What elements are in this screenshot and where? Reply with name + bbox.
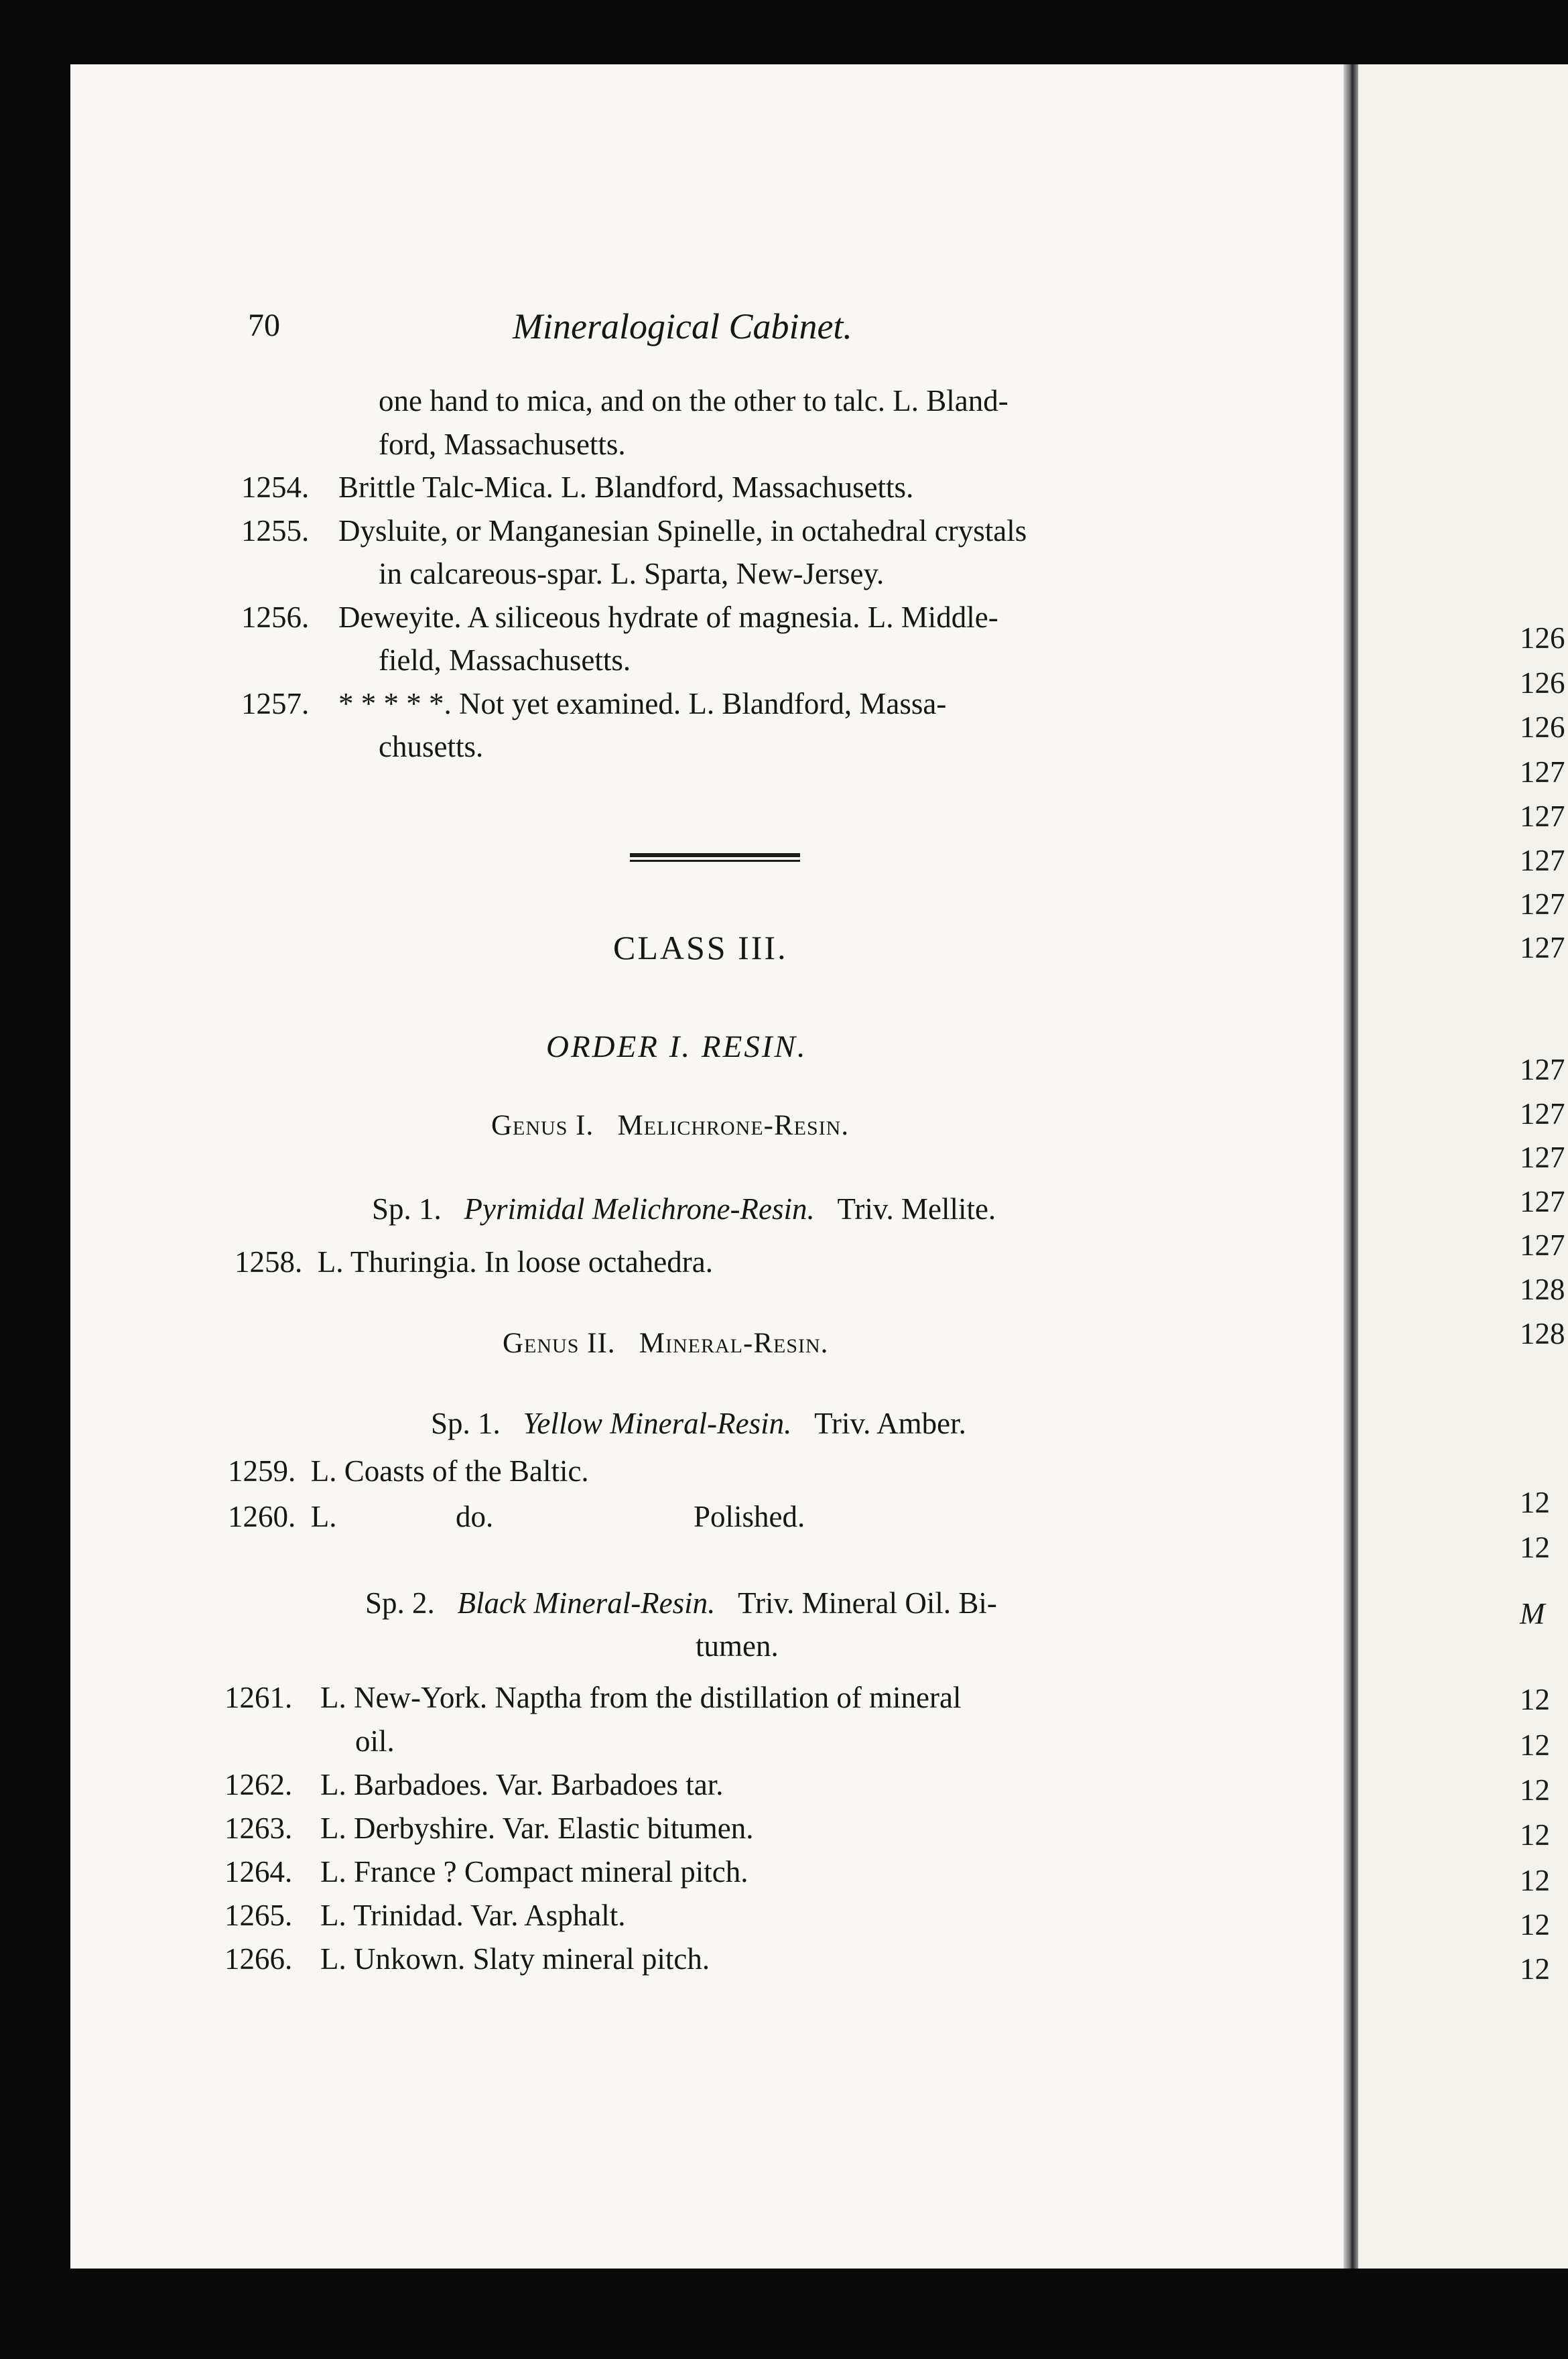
entry-text: in calcareous-spar. L. Sparta, New-Jersey. bbox=[379, 557, 885, 590]
entry-number: 1262. bbox=[224, 1768, 293, 1801]
entry-text: L. Barbadoes. Var. Barbadoes tar. bbox=[320, 1768, 724, 1801]
facing-page-fragment: 126 bbox=[1520, 621, 1565, 655]
facing-page-fragment: M bbox=[1520, 1597, 1545, 1631]
species-name: Yellow Mineral-Resin. bbox=[523, 1407, 792, 1440]
facing-page-fragment: 12 bbox=[1520, 1818, 1550, 1852]
entry-note: Polished. bbox=[694, 1500, 805, 1533]
facing-page-fragment: 12 bbox=[1520, 1952, 1550, 1986]
facing-page-fragment: 128 bbox=[1520, 1317, 1565, 1350]
entry-locality-prefix: L. bbox=[310, 1500, 337, 1533]
entry-number: 1264. bbox=[224, 1855, 293, 1889]
entry-text: L. Unkown. Slaty mineral pitch. bbox=[320, 1942, 710, 1976]
entry-text: Dysluite, or Manganesian Spinelle, in octahedral crystals bbox=[338, 513, 1027, 548]
species-prefix: Sp. 2. bbox=[365, 1586, 435, 1620]
species-triv: Triv. Mellite. bbox=[837, 1192, 996, 1226]
entry-text: L. France ? Compact mineral pitch. bbox=[320, 1855, 748, 1889]
species-triv: Triv. Amber. bbox=[814, 1407, 966, 1440]
entry-text: L. Thuringia. In loose octahedra. bbox=[317, 1245, 713, 1279]
entry-number: 1260. bbox=[228, 1500, 296, 1533]
species-prefix: Sp. 1. bbox=[372, 1192, 442, 1226]
facing-page-fragment: 127 bbox=[1520, 931, 1565, 964]
entry-text: * * * * *. Not yet examined. L. Blandford, Massa- bbox=[338, 686, 947, 720]
section-rule-thick bbox=[630, 853, 800, 857]
species-name: Black Mineral-Resin. bbox=[457, 1586, 716, 1620]
facing-page-fragment: 126 bbox=[1520, 666, 1565, 700]
facing-page-fragment: 12 bbox=[1520, 1683, 1550, 1716]
facing-page-fragment: 126 bbox=[1520, 710, 1565, 744]
entry-number: 1265. bbox=[224, 1899, 293, 1932]
facing-page-fragment: 127 bbox=[1520, 755, 1565, 789]
facing-page-fragment: 127 bbox=[1520, 1097, 1565, 1131]
facing-page-fragment: 12 bbox=[1520, 1728, 1550, 1762]
entry-text: L. Derbyshire. Var. Elastic bitumen. bbox=[320, 1811, 754, 1845]
species-prefix: Sp. 1. bbox=[431, 1407, 501, 1440]
genus-label: Genus I. bbox=[491, 1110, 594, 1141]
species-triv: Triv. Mineral Oil. Bi- bbox=[738, 1586, 997, 1620]
entry-number: 1257. bbox=[241, 686, 310, 720]
entry-text: L. Trinidad. Var. Asphalt. bbox=[320, 1899, 626, 1932]
entry-number: 1254. bbox=[241, 470, 310, 504]
running-title: Mineralogical Cabinet. bbox=[513, 306, 852, 346]
scan-border-left bbox=[0, 0, 70, 2359]
facing-page-fragment: 12 bbox=[1520, 1486, 1550, 1519]
species-name: Pyrimidal Melichrone-Resin. bbox=[464, 1192, 815, 1226]
entry-text: oil. bbox=[355, 1724, 395, 1758]
genus-name: Melichrone-Resin. bbox=[617, 1110, 850, 1141]
entry-number: 1263. bbox=[224, 1811, 293, 1845]
facing-page-fragment: 127 bbox=[1520, 1141, 1565, 1174]
order-heading: ORDER I. RESIN. bbox=[546, 1029, 807, 1064]
entry-text: ford, Massachusetts. bbox=[379, 427, 626, 461]
species-heading-3 bbox=[365, 1583, 997, 1623]
entry-ditto: do. bbox=[456, 1500, 494, 1533]
facing-page-fragment: 127 bbox=[1520, 1228, 1565, 1262]
entry-number: 1256. bbox=[241, 600, 310, 634]
facing-page-fragment: 127 bbox=[1520, 1053, 1565, 1086]
facing-page-fragment: 128 bbox=[1520, 1273, 1565, 1306]
species-heading-1 bbox=[372, 1189, 996, 1229]
entry-text: one hand to mica, and on the other to talc. L. Bland- bbox=[379, 384, 1008, 418]
facing-page-fragment: 12 bbox=[1520, 1531, 1550, 1564]
facing-page-fragment: 12 bbox=[1520, 1908, 1550, 1941]
scan-border-bottom bbox=[0, 2269, 1568, 2359]
genus-heading-2 bbox=[503, 1327, 828, 1360]
entry-text: field, Massachusetts. bbox=[379, 643, 631, 677]
entry-1260 bbox=[228, 1496, 831, 1537]
genus-heading-1 bbox=[491, 1109, 849, 1142]
entry-1258 bbox=[235, 1242, 713, 1282]
entry-number: 1266. bbox=[224, 1942, 293, 1976]
entry-number: 1259. bbox=[228, 1454, 296, 1488]
entry-1259 bbox=[228, 1451, 589, 1491]
scan-border-top bbox=[0, 0, 1568, 64]
facing-page-fragment: 127 bbox=[1520, 887, 1565, 921]
section-rule-thin bbox=[630, 860, 800, 862]
entry-number: 1255. bbox=[241, 513, 310, 548]
entry-number: 1261. bbox=[224, 1681, 293, 1714]
entry-text: chusetts. bbox=[379, 730, 484, 763]
genus-name: Mineral-Resin. bbox=[639, 1328, 829, 1359]
species-heading-2 bbox=[431, 1403, 966, 1444]
entry-text: Brittle Talc-Mica. L. Blandford, Massachusetts. bbox=[338, 470, 914, 504]
entry-text: L. New-York. Naptha from the distillation of mineral bbox=[320, 1681, 962, 1714]
class-heading: CLASS III. bbox=[613, 929, 788, 966]
species-heading-3-cont: tumen. bbox=[696, 1629, 779, 1663]
entry-number: 1258. bbox=[235, 1245, 303, 1279]
facing-page-fragment: 127 bbox=[1520, 1185, 1565, 1218]
entry-text: L. Coasts of the Baltic. bbox=[310, 1454, 589, 1488]
genus-label: Genus II. bbox=[503, 1328, 616, 1359]
facing-page-fragment: 12 bbox=[1520, 1773, 1550, 1807]
facing-page-fragment: 12 bbox=[1520, 1864, 1550, 1897]
entry-text: Deweyite. A siliceous hydrate of magnesia. L. Middle- bbox=[338, 600, 998, 634]
facing-page-fragment: 127 bbox=[1520, 800, 1565, 833]
page-gutter bbox=[1344, 64, 1358, 2269]
facing-page-fragment: 127 bbox=[1520, 844, 1565, 877]
page-number: 70 bbox=[248, 308, 280, 343]
